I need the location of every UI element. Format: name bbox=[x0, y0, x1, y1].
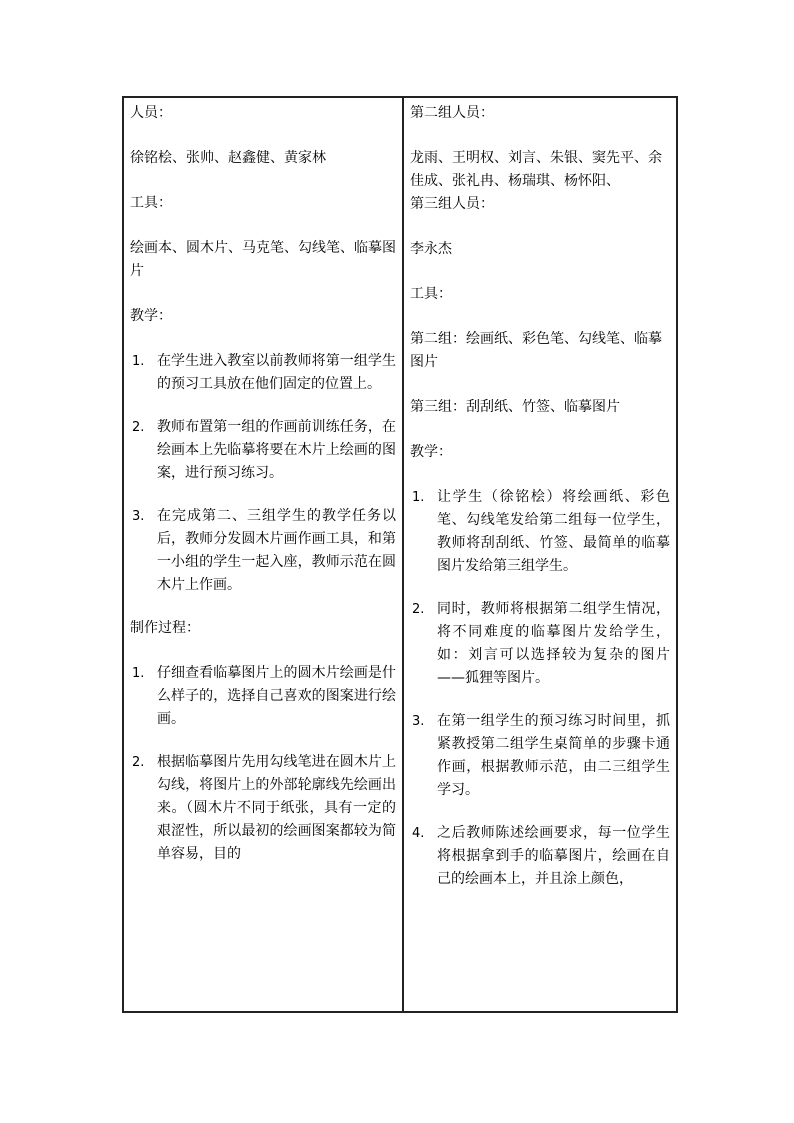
group2-names: 龙雨、王明权、刘言、朱银、窦先平、余佳成、张礼冉、杨瑞琪、杨怀阳、 bbox=[410, 150, 662, 189]
tools-group3: 第三组：刮刮纸、竹签、临摹图片 bbox=[410, 399, 620, 415]
list-item bbox=[130, 505, 396, 597]
list-text: 之后教师陈述绘画要求，每一位学生将根据拿到手的临摹图片，绘画在自己的绘画本上，并且涂上颜色， bbox=[437, 825, 670, 887]
group3-names: 李永杰 bbox=[410, 241, 452, 257]
list-item bbox=[410, 822, 670, 891]
list-item bbox=[130, 662, 396, 731]
list-text: 教师布置第一组的作画前训练任务，在绘画本上先临摹将要在木片上绘画的图案，进行预习练习。 bbox=[157, 419, 396, 481]
list-number: 2. bbox=[132, 420, 145, 435]
list-item bbox=[130, 416, 396, 485]
list-text: 仔细查看临摹图片上的圆木片绘画是什么样子的，选择自己喜欢的图案进行绘画。 bbox=[157, 665, 396, 727]
list-text: 让学生（徐铭桧）将绘画纸、彩色笔、勾线笔发给第二组每一位学生，教师将刮刮纸、竹签、最简单的临摹图片发给第三组学生。 bbox=[437, 489, 670, 574]
teaching-label: 教学： bbox=[130, 308, 172, 324]
list-text: 在学生进入教室以前教师将第一组学生的预习工具放在他们固定的位置上。 bbox=[157, 353, 396, 392]
staff-label: 人员： bbox=[130, 105, 172, 121]
tools-group2: 第二组：绘画纸、彩色笔、勾线笔、临摹图片 bbox=[410, 331, 662, 370]
list-number: 2. bbox=[132, 755, 145, 770]
teaching-steps-list bbox=[410, 486, 670, 891]
list-item bbox=[410, 710, 670, 802]
table-row bbox=[123, 97, 677, 1012]
teaching-steps-list bbox=[130, 350, 396, 597]
tools-list: 绘画本、圆木片、马克笔、勾线笔、临摹图片 bbox=[130, 240, 396, 279]
lesson-plan-table bbox=[122, 96, 678, 1013]
list-text: 在完成第二、三组学生的教学任务以后，教师分发圆木片画作画工具，和第一小组的学生一起入座，教师示范在圆木片上作画。 bbox=[157, 508, 396, 593]
process-steps-list bbox=[130, 662, 396, 866]
list-number: 4. bbox=[412, 826, 425, 841]
tools-label: 工具： bbox=[410, 286, 452, 302]
process-label: 制作过程： bbox=[130, 620, 200, 636]
group1-cell bbox=[123, 97, 403, 1012]
tools-label: 工具： bbox=[130, 195, 172, 211]
list-item bbox=[130, 751, 396, 866]
list-number: 3. bbox=[132, 509, 145, 524]
list-number: 2. bbox=[412, 602, 425, 617]
list-text: 根据临摹图片先用勾线笔进在圆木片上勾线，将图片上的外部轮廓线先绘画出来。（圆木片不同于纸张，具有一定的艰涩性，所以最初的绘画图案都较为简单容易，目的 bbox=[157, 754, 396, 862]
list-number: 3. bbox=[412, 714, 425, 729]
list-number: 1. bbox=[132, 666, 145, 681]
list-number: 1. bbox=[132, 354, 145, 369]
list-item bbox=[410, 598, 670, 690]
group2-3-cell bbox=[403, 97, 677, 1012]
teaching-label: 教学： bbox=[410, 444, 452, 460]
list-number: 1. bbox=[412, 490, 425, 505]
list-item bbox=[130, 350, 396, 396]
list-item bbox=[410, 486, 670, 578]
list-text: 在第一组学生的预习练习时间里，抓紧教授第二组学生桌简单的步骤卡通作画，根据教师示范，由二三组学生学习。 bbox=[437, 713, 670, 798]
group2-label: 第二组人员： bbox=[410, 105, 494, 121]
group3-label: 第三组人员： bbox=[410, 196, 494, 212]
list-text: 同时，教师将根据第二组学生情况，将不同难度的临摹图片发给学生，如：刘言可以选择较为复杂的图片——狐狸等图片。 bbox=[437, 601, 670, 686]
staff-names: 徐铭桧、张帅、赵鑫健、黄家林 bbox=[130, 150, 326, 166]
